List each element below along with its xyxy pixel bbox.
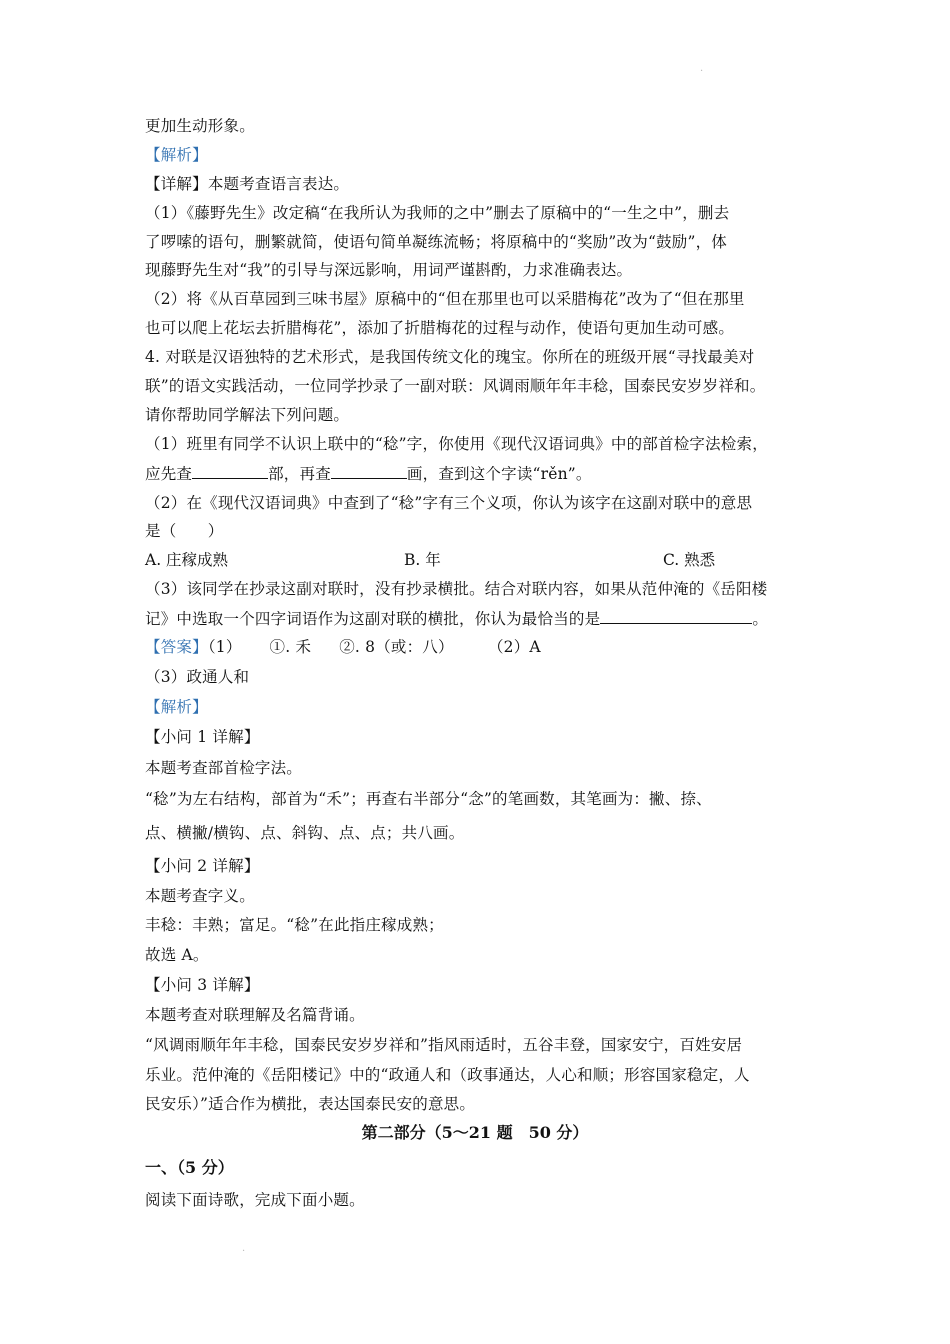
text-line: 民安乐）”适合作为横批，表达国泰民安的意思。 (145, 1095, 476, 1113)
question-4-line: 4. 对联是汉语独特的艺术形式，是我国传统文化的瑰宝。你所在的班级开展“寻找最美对 (145, 348, 755, 366)
option-a: A. 庄稼成熟 (145, 551, 229, 569)
text-line: 本题考查对联理解及名篇背诵。 (145, 1006, 365, 1024)
text-fragment: 。 (752, 610, 769, 628)
answer-blank-banner (600, 608, 752, 624)
subquestion-3-heading: 【小问 3 详解】 (145, 976, 260, 994)
text-line: 更加生动形象。 (145, 117, 255, 135)
answer-part: ①. 禾 (269, 638, 312, 656)
text-line: “稔”为左右结构，部首为“禾”；再查右半部分“念”的笔画数，其笔画为：撇、捺、 (145, 790, 712, 808)
detail-tag: 【详解】 (145, 175, 208, 193)
text-line: 本题考查字义。 (145, 887, 255, 905)
subquestion-1-heading: 【小问 1 详解】 (145, 728, 260, 746)
answer-part: ②. 8（或：八） (339, 638, 454, 656)
answer-tag: 【答案】 (145, 638, 208, 656)
text-fragment: 画，查到这个字读“rěn”。 (406, 465, 592, 483)
option-b: B. 年 (404, 551, 441, 569)
text-line: 丰稔：丰熟；富足。“稔”在此指庄稼成熟； (145, 916, 444, 934)
answer-line: （3）政通人和 (145, 668, 250, 686)
text-line: “风调雨顺年年丰稔，国泰民安岁岁祥和”指风雨适时，五谷丰登，国家安宁，百姓安居 (145, 1036, 743, 1054)
answer-part: （1） (207, 638, 242, 656)
text-line: （2）将《从百草园到三味书屋》原稿中的“但在那里也可以采腊梅花”改为了“但在那里 (145, 290, 745, 308)
text-line: 故选 A。 (145, 946, 209, 964)
part-2-heading: 第二部分（5～21 题 50 分） (361, 1123, 589, 1142)
text-fragment: 部，再查 (268, 465, 331, 483)
text-line: 本题考查部首检字法。 (145, 759, 303, 777)
answer-part: （2）A (495, 638, 541, 656)
page-speck: · (700, 66, 704, 77)
text-line: （1）《藤野先生》改定稿“在我所认为我师的之中”删去了原稿中的“一生之中”，删去 (145, 204, 730, 222)
question-4-line: 请你帮助同学解法下列问题。 (145, 406, 350, 424)
subquestion-2-line: 是（ ） (145, 522, 224, 540)
text-fragment: 应先查 (145, 465, 193, 483)
analysis-tag: 【解析】 (145, 146, 208, 164)
text-line: 阅读下面诗歌，完成下面小题。 (145, 1191, 365, 1209)
text-line: 现藤野先生对“我”的引导与深远影响，用词严谨斟酌，力求准确表达。 (145, 261, 633, 279)
text-line: 也可以爬上花坛去折腊梅花”，添加了折腊梅花的过程与动作，使语句更加生动可感。 (145, 319, 735, 337)
answer-line (145, 637, 541, 657)
subquestion-3-line (145, 608, 768, 629)
option-c: C. 熟悉 (663, 551, 716, 569)
text-fragment: 记》中选取一个四字词语作为这副对联的横批，你认为最恰当的是 (145, 610, 601, 628)
text-line (145, 174, 349, 194)
subquestion-3-line: （3）该同学在抄录这副对联时，没有抄录横批。结合对联内容，如果从范仲淹的《岳阳楼 (145, 580, 768, 598)
subquestion-2-line: （2）在《现代汉语词典》中查到了“稔”字有三个义项，你认为该字在这副对联中的意思 (145, 494, 753, 512)
answer-blank-strokes (331, 463, 407, 479)
text-line: 点、横撇/横钩、点、斜钩、点、点；共八画。 (145, 824, 465, 842)
question-4-line: 联”的语文实践活动，一位同学抄录了一副对联：风调雨顺年年丰稔，国泰民安岁岁祥和。 (145, 377, 766, 395)
subquestion-2-heading: 【小问 2 详解】 (145, 857, 260, 875)
analysis-tag: 【解析】 (145, 698, 208, 716)
subquestion-1-line (145, 463, 592, 484)
section-1-heading: 一、（5 分） (145, 1158, 234, 1177)
subquestion-1-line: （1）班里有同学不认识上联中的“稔”字，你使用《现代汉语词典》中的部首检字法检索， (145, 435, 768, 453)
detail-text: 本题考查语言表达。 (207, 175, 350, 193)
answer-blank-radical (192, 463, 268, 479)
text-line: 了啰嗦的语句，删繁就简，使语句简单凝练流畅；将原稿中的“奖励”改为“鼓励”，体 (145, 233, 727, 251)
page-speck: · (242, 1246, 246, 1257)
text-line: 乐业。范仲淹的《岳阳楼记》中的“政通人和（政事通达，人心和顺；形容国家稳定，人 (145, 1066, 750, 1084)
